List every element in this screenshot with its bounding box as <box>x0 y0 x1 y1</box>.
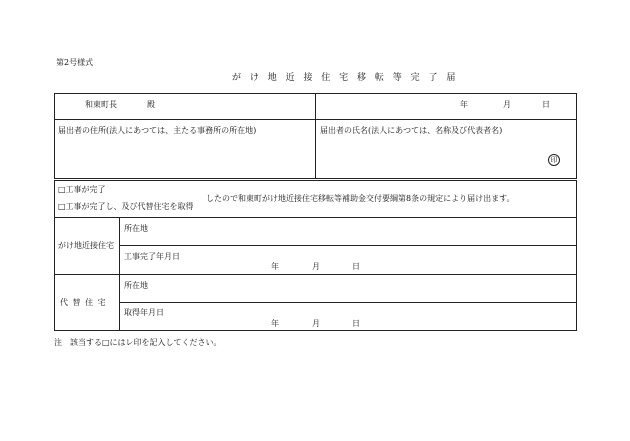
acquisition-date-label: 取得年月日 <box>124 308 164 317</box>
acquisition-year-label: 年 <box>271 319 279 328</box>
replacement-house-location-label: 所在地 <box>124 281 148 290</box>
completion-date-label: 工事完了年月日 <box>124 252 180 261</box>
acquisition-day-label: 日 <box>352 319 360 328</box>
seal-mark: 印 <box>548 154 560 166</box>
header-day-label: 日 <box>542 100 550 109</box>
form-number: 第2号様式 <box>56 58 94 67</box>
option-completed-checkbox[interactable]: □工事が完了 <box>58 185 106 194</box>
replacement-house-row-divider <box>119 302 577 303</box>
header-year-label: 年 <box>460 100 468 109</box>
completion-month-label: 月 <box>312 262 320 271</box>
header-month-label: 月 <box>503 100 511 109</box>
applicant-address-label: 届出者の住所(法人にあつては、主たる事務所の所在地) <box>58 126 257 135</box>
replacement-house-section-label: 代 替 住 宅 <box>60 298 107 307</box>
cliff-house-row-divider <box>119 245 577 246</box>
applicant-name-label: 届出者の氏名(法人にあつては、名称及び代表者名) <box>320 126 503 135</box>
form-title: が け 地 近 接 住 宅 移 転 等 完 了 届 <box>232 73 459 83</box>
addressee: 和東町長 <box>85 100 117 109</box>
completion-year-label: 年 <box>271 262 279 271</box>
declaration-statement: したので和東町がけ地近接住宅移転等補助金交付要綱第8条の規定により届け出ます。 <box>206 194 515 203</box>
cliff-house-location-label: 所在地 <box>124 224 148 233</box>
acquisition-month-label: 月 <box>312 319 320 328</box>
label-column-divider <box>119 217 120 331</box>
completion-day-label: 日 <box>352 262 360 271</box>
section-divider <box>54 274 577 275</box>
honorific: 殿 <box>147 100 155 109</box>
cliff-house-section-label: がけ地近接住宅 <box>58 241 114 250</box>
header-column-divider <box>315 93 316 179</box>
declaration-divider <box>54 217 577 218</box>
option-completed-and-acquired-checkbox[interactable]: □工事が完了し、及び代替住宅を取得 <box>58 202 194 211</box>
form-note: 注 該当する□にはレ印を記入してください。 <box>54 338 222 347</box>
